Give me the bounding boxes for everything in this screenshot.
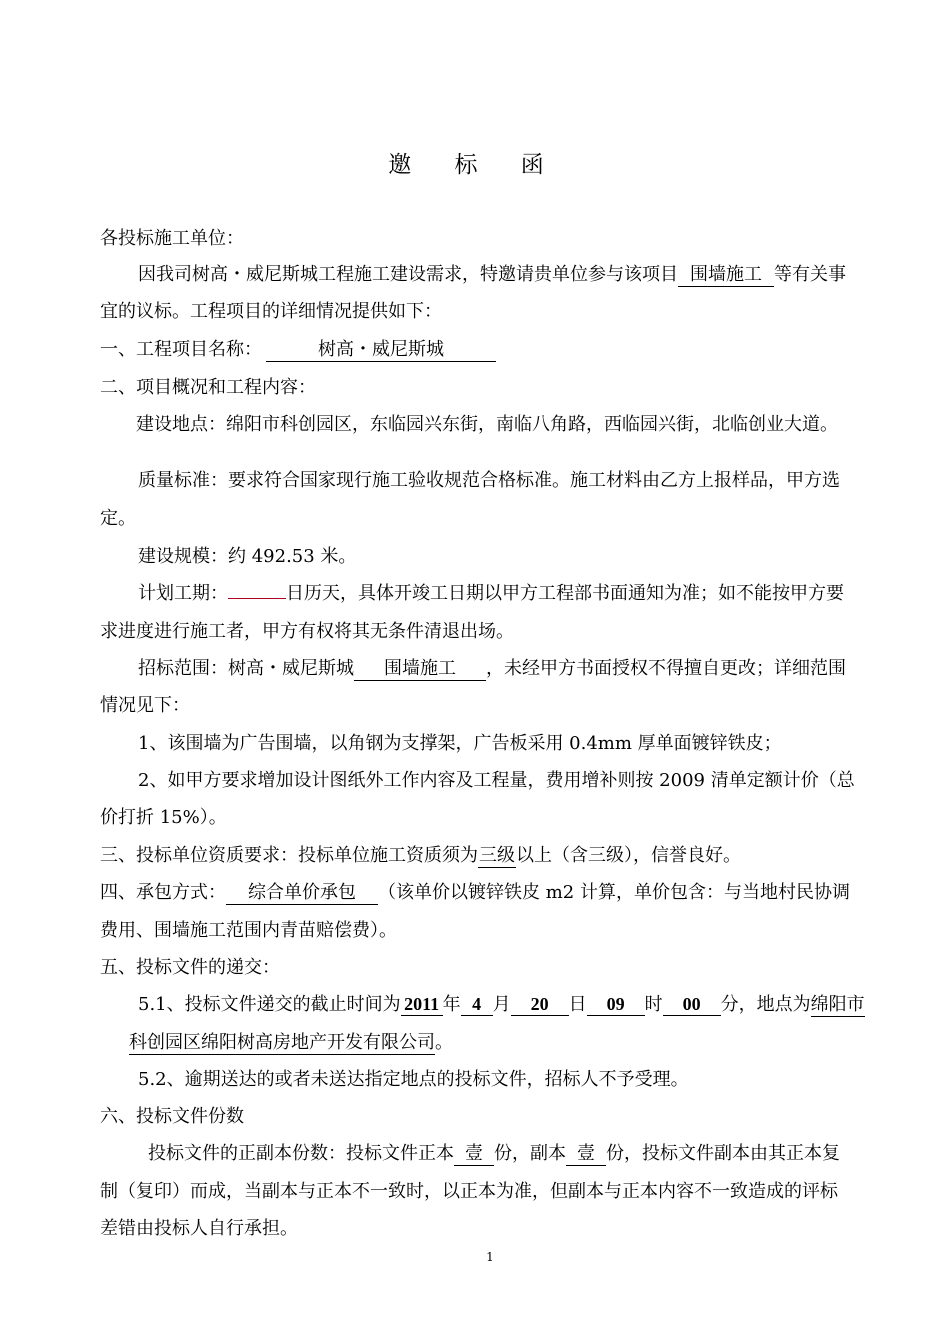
- minute-unit: 分，地点为: [720, 994, 811, 1015]
- planned-period-cont: 求进度进行施工者，甲方有权将其无条件清退出场。: [100, 621, 514, 642]
- section-3-text: 三、投标单位资质要求：投标单位施工资质须为: [100, 845, 478, 866]
- quality-standard-cont: 定。: [100, 508, 136, 529]
- section-3: [100, 844, 741, 868]
- project-name-field: 树高・威尼斯城: [266, 339, 496, 362]
- section-6-heading: 六、投标文件份数: [100, 1106, 244, 1127]
- scope-text: ，未经甲方书面授权不得擅自更改；详细范围: [486, 658, 846, 679]
- bidding-scope-cont: 情况见下：: [100, 695, 190, 716]
- late-submission-rule: 5.2、逾期送达的或者未送达指定地点的投标文件，招标人不予受理。: [138, 1069, 689, 1090]
- construction-location: 建设地点：绵阳市科创园区，东临园兴东街，南临八角路，西临园兴街，北临创业大道。: [136, 414, 838, 435]
- page-number: 1: [486, 1250, 494, 1264]
- deadline-minute-field: 00: [663, 993, 721, 1016]
- submission-deadline: [138, 993, 865, 1017]
- copy-count-field: 壹: [566, 1143, 606, 1166]
- scope-field: 围墙施工: [354, 658, 486, 681]
- section-1: [100, 338, 496, 362]
- intro-text-after: 等有关事: [774, 264, 846, 285]
- construction-scale: 建设规模：约 492.53 米。: [138, 546, 357, 567]
- copies-after: 份，投标文件副本由其正本复: [606, 1143, 840, 1164]
- section-4-label: 四、承包方式：: [100, 882, 226, 903]
- scope-item-2: 2、如甲方要求增加设计图纸外工作内容及工程量，费用增补则按 2009 清单定额计价（总: [138, 770, 855, 791]
- deadline-month-field: 4: [461, 993, 493, 1016]
- section-4: [100, 881, 850, 905]
- deadline-label: 5.1、投标文件递交的截止时间为: [138, 994, 401, 1015]
- deadline-hour-field: 09: [587, 993, 645, 1016]
- section-3-after: 以上（含三级），信誉良好。: [516, 845, 741, 866]
- copies-line-3: 差错由投标人自行承担。: [100, 1218, 298, 1239]
- section-1-label: 一、工程项目名称：: [100, 339, 262, 360]
- original-count-field: 壹: [454, 1143, 494, 1166]
- period-field: [228, 598, 286, 599]
- section-2-heading: 二、项目概况和工程内容：: [100, 377, 316, 398]
- place-end: 。: [435, 1032, 453, 1053]
- deadline-day-field: 20: [511, 993, 569, 1016]
- intro-line-1: [138, 263, 846, 287]
- copies-line-2: 制（复印）而成，当副本与正本不一致时，以正本为准，但副本与正本内容不一致造成的评标: [100, 1181, 838, 1202]
- quality-standard: 质量标准：要求符合国家现行施工验收规范合格标准。施工材料由乙方上报样品，甲方选: [138, 470, 840, 491]
- deadline-year-field: 2011: [401, 993, 443, 1016]
- submission-place-a: 绵阳市: [810, 994, 865, 1015]
- qualification-level-field: 三级: [479, 845, 515, 866]
- copies-text: 投标文件的正副本份数：投标文件正本: [148, 1143, 454, 1164]
- submission-place-line: [129, 1031, 453, 1055]
- copies-mid: 份，副本: [494, 1143, 566, 1164]
- copies-line-1: [148, 1142, 840, 1166]
- document-title: 邀 标 函: [388, 152, 562, 178]
- scope-item-2-cont: 价打折 15%）。: [100, 807, 227, 828]
- planned-period: [138, 582, 844, 606]
- section-4-cont: 费用、围墙施工范围内青苗赔偿费）。: [100, 920, 397, 941]
- submission-place-b: 科创园区绵阳树高房地产开发有限公司: [129, 1032, 435, 1053]
- intro-text: 因我司树高・威尼斯城工程施工建设需求，特邀请贵单位参与该项目: [138, 264, 678, 285]
- hour-unit: 时: [644, 994, 663, 1015]
- section-5-heading: 五、投标文件的递交：: [100, 957, 280, 978]
- scope-label: 招标范围：树高・威尼斯城: [138, 658, 354, 679]
- period-label: 计划工期：: [138, 583, 228, 604]
- section-4-after: （该单价以镀锌铁皮 m2 计算，单价包含：与当地村民协调: [378, 882, 850, 903]
- bidding-scope: [138, 657, 846, 681]
- period-text: 日历天，具体开竣工日期以甲方工程部书面通知为准；如不能按甲方要: [286, 583, 844, 604]
- year-unit: 年: [442, 994, 461, 1015]
- contract-method-field: 综合单价承包: [226, 882, 378, 905]
- day-unit: 日: [568, 994, 587, 1015]
- month-unit: 月: [492, 994, 511, 1015]
- intro-line-2: 宜的议标。工程项目的详细情况提供如下：: [100, 301, 442, 322]
- salutation: 各投标施工单位：: [100, 228, 244, 249]
- scope-item-1: 1、该围墙为广告围墙，以角钢为支撑架，广告板采用 0.4mm 厚单面镀锌铁皮；: [138, 733, 782, 754]
- intro-project-field: 围墙施工: [678, 264, 774, 287]
